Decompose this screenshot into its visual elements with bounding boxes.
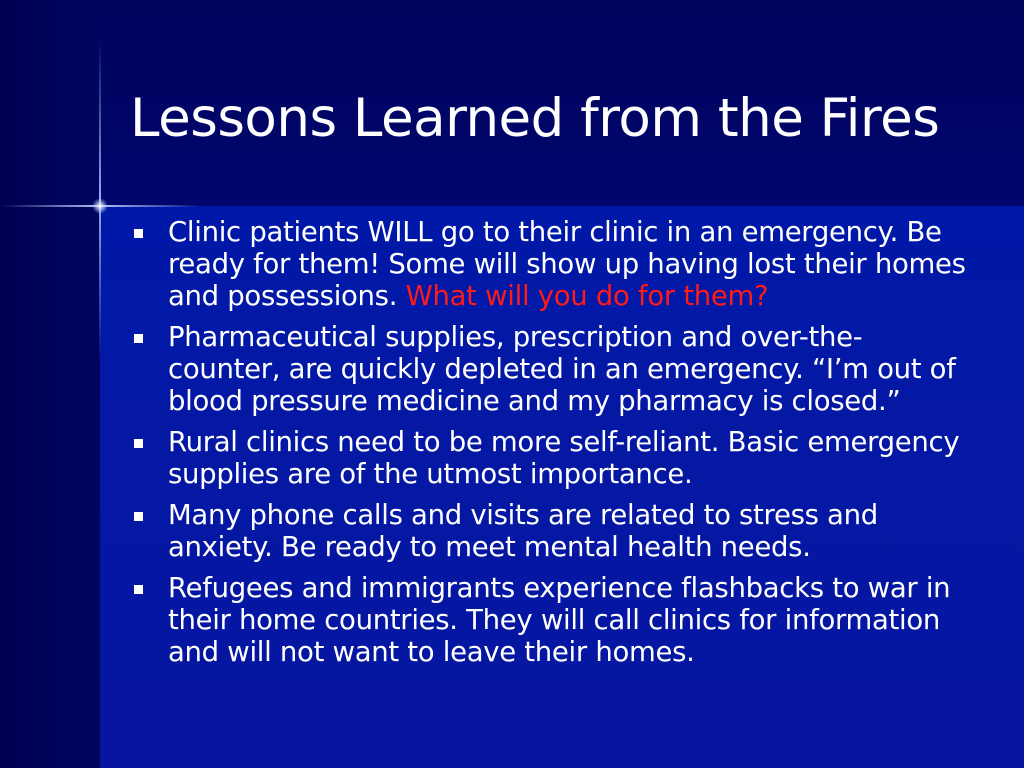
bullet-item bbox=[130, 499, 970, 563]
bullet-item bbox=[130, 216, 970, 312]
bullet-item bbox=[130, 321, 970, 417]
square-bullet-icon bbox=[134, 334, 143, 343]
bullet-text: Clinic patients WILL go to their clinic in an emergency. Be ready for them! Some will show up having lost their homes and possessions. bbox=[168, 216, 966, 312]
bullet-item bbox=[130, 426, 970, 490]
bullet-highlight-text: What will you do for them? bbox=[405, 280, 769, 312]
bullet-list bbox=[130, 216, 970, 677]
slide-title: Lessons Learned from the Fires bbox=[130, 88, 940, 149]
bullet-text: Pharmaceutical supplies, prescription and over-the-counter, are quickly depleted in an emergency. “I’m out of blood pressure medicine and my pharmacy is closed.” bbox=[168, 321, 956, 417]
square-bullet-icon bbox=[134, 439, 143, 448]
left-decor-panel bbox=[0, 0, 100, 768]
square-bullet-icon bbox=[134, 585, 143, 594]
bullet-item bbox=[130, 572, 970, 668]
square-bullet-icon bbox=[134, 512, 143, 521]
bullet-text: Refugees and immigrants experience flashbacks to war in their home countries. They will call clinics for information and will not want to leave their homes. bbox=[168, 572, 951, 668]
bullet-text: Many phone calls and visits are related to stress and anxiety. Be ready to meet mental health needs. bbox=[168, 499, 878, 563]
bullet-text: Rural clinics need to be more self-reliant. Basic emergency supplies are of the utmost importance. bbox=[168, 426, 960, 490]
square-bullet-icon bbox=[134, 229, 143, 238]
flare-star-icon bbox=[92, 198, 108, 214]
